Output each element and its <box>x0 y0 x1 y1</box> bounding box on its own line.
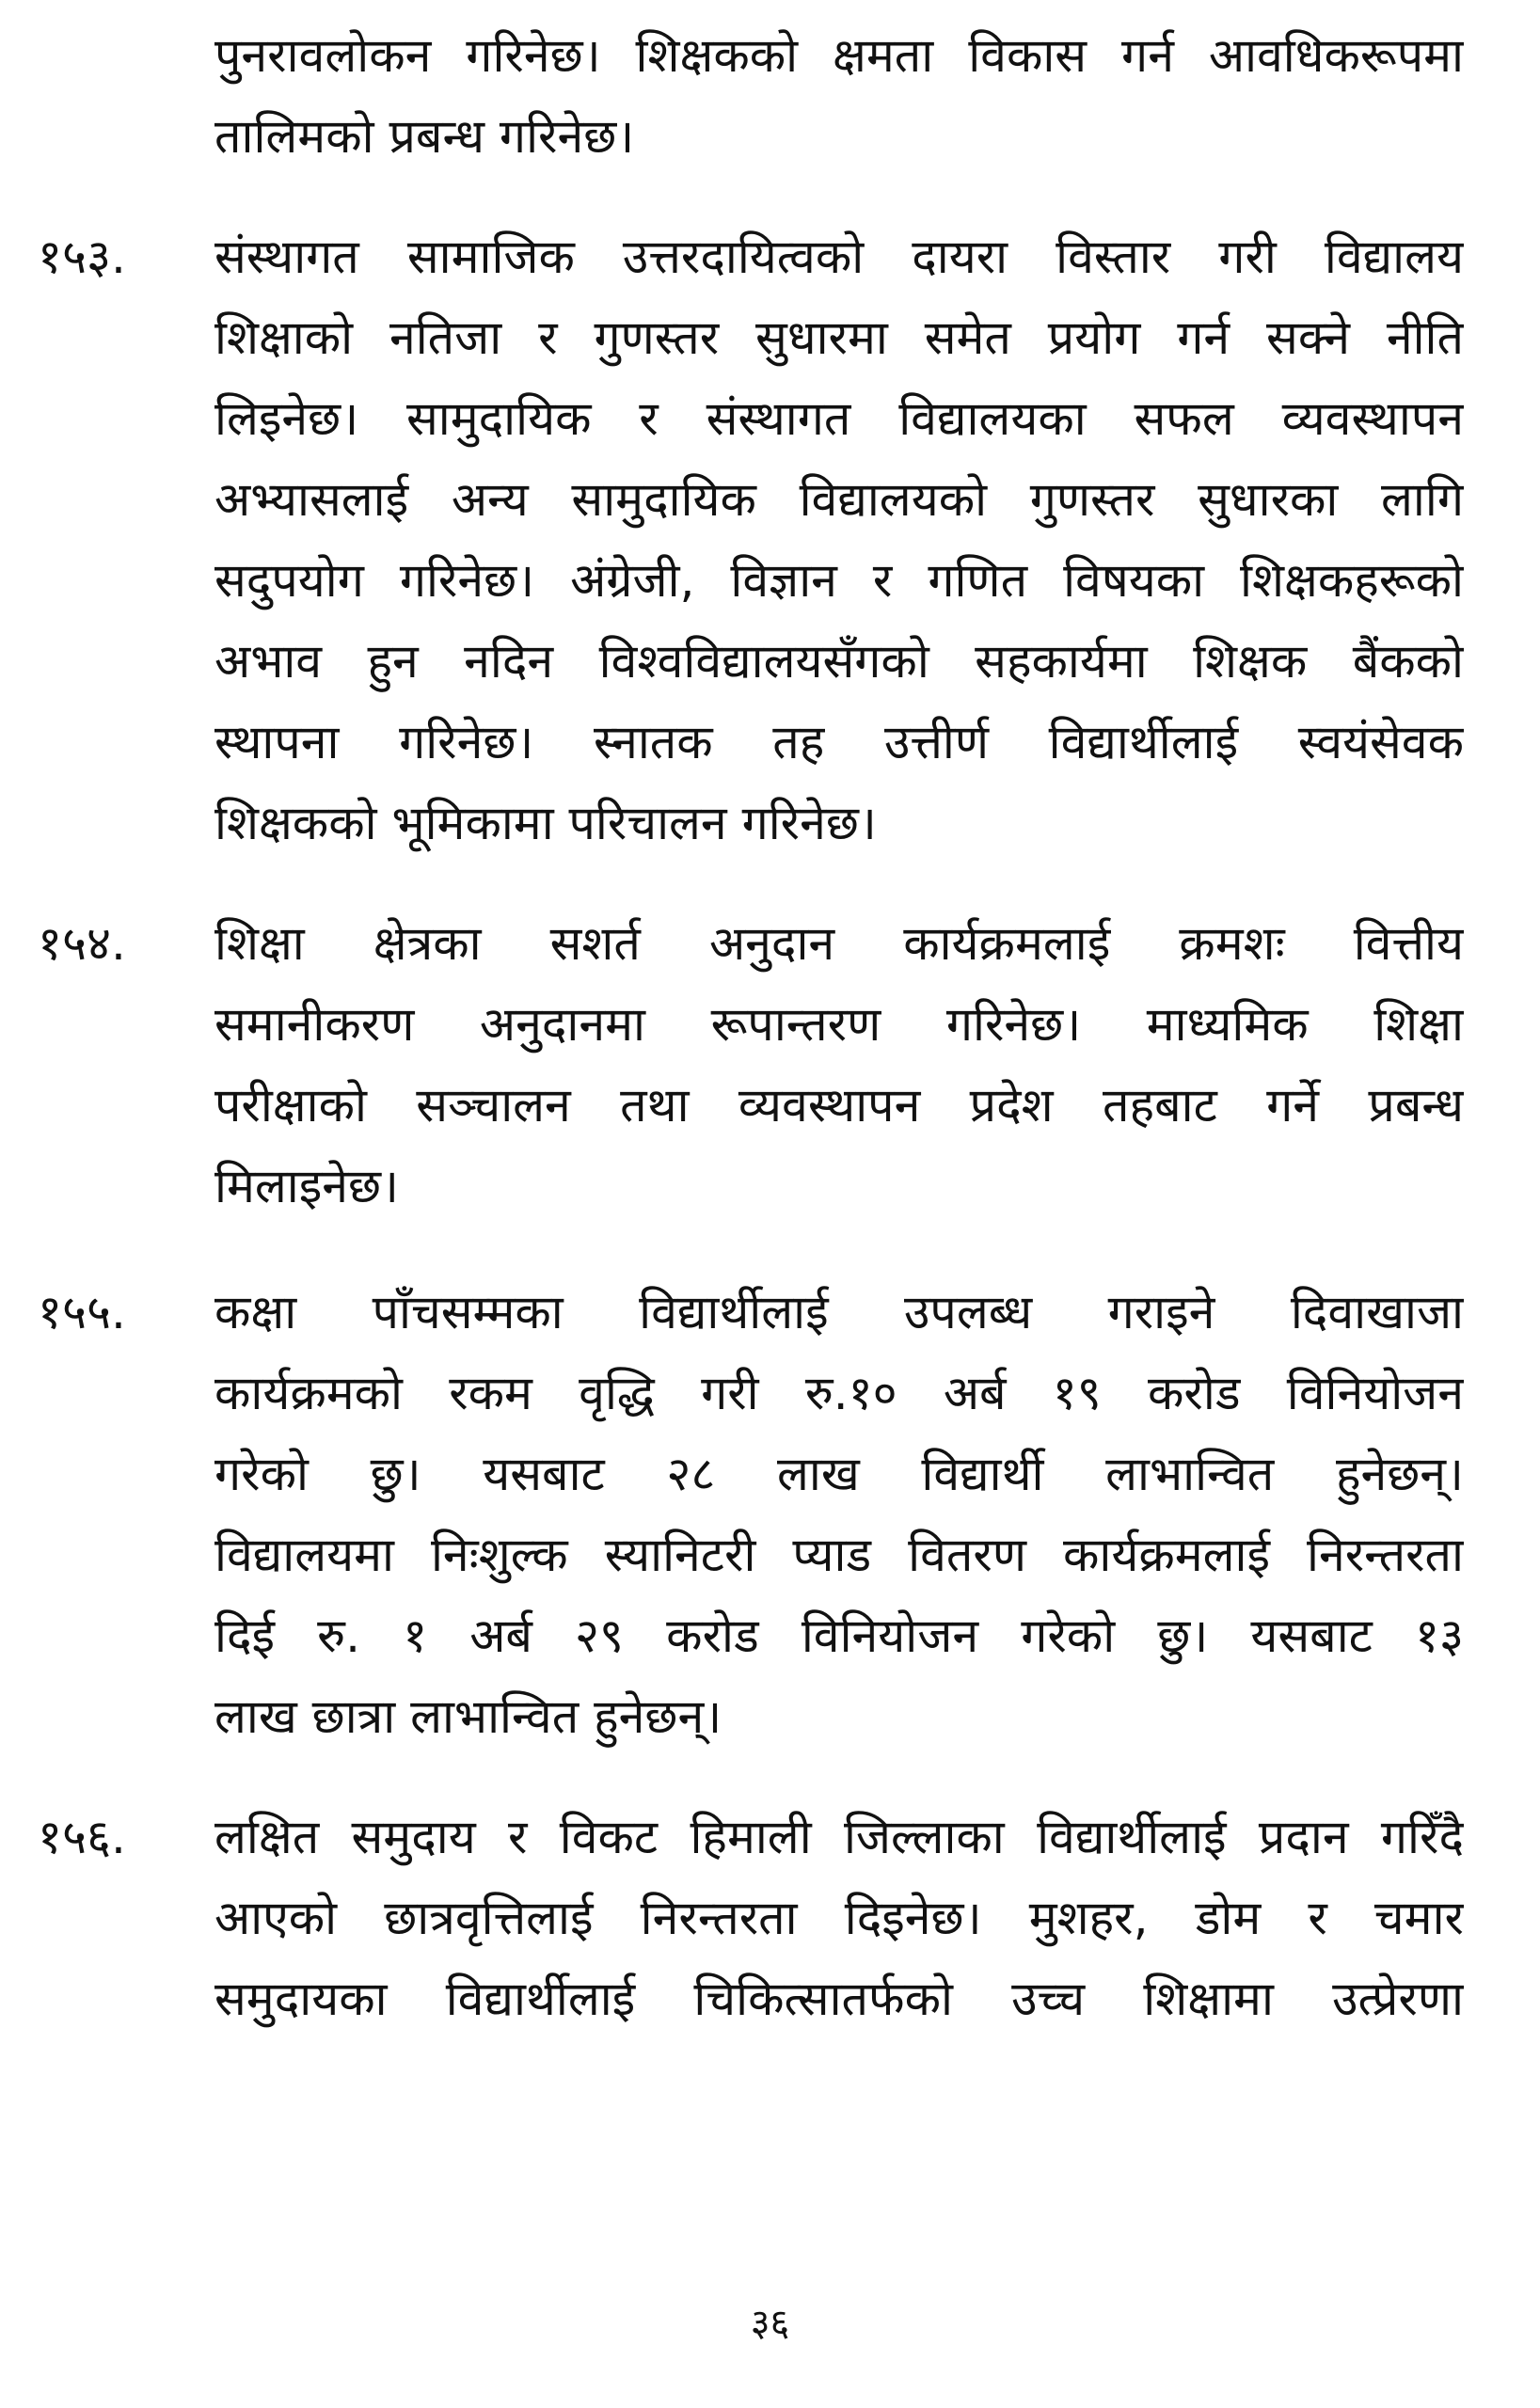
paragraph-154-line-1: शिक्षा क्षेत्रका सशर्त अनुदान कार्यक्रमलाई क्रमशः वित्तीय <box>214 916 1464 971</box>
paragraph-number-155: १५५. <box>38 1285 126 1339</box>
paragraph-156-line-2: आएको छात्रवृत्तिलाई निरन्तरता दिइनेछ। मुशहर, डोम र चमार <box>214 1891 1464 1945</box>
intro-line-2: तालिमको प्रबन्ध गरिनेछ। <box>214 109 635 164</box>
paragraph-153-line-1: संस्थागत सामाजिक उत्तरदायित्वको दायरा विस्तार गरी विद्यालय <box>214 230 1464 284</box>
paragraph-154-line-2: समानीकरण अनुदानमा रूपान्तरण गरिनेछ। माध्यमिक शिक्षा <box>214 997 1464 1052</box>
paragraph-155-line-5: दिई रु. १ अर्ब २९ करोड विनियोजन गरेको छु। यसबाट १३ <box>214 1608 1464 1663</box>
paragraph-154-line-3: परीक्षाको सञ्चालन तथा व्यवस्थापन प्रदेश तहबाट गर्ने प्रबन्ध <box>214 1078 1464 1133</box>
paragraph-155-line-1: कक्षा पाँचसम्मका विद्यार्थीलाई उपलब्ध गराइने दिवाखाजा <box>214 1285 1464 1339</box>
paragraph-number-153: १५३. <box>38 230 126 284</box>
paragraph-156-line-3: समुदायका विद्यार्थीलाई चिकित्सातर्फको उच्च शिक्षामा उत्प्रेरणा <box>214 1972 1464 2026</box>
paragraph-155-line-2: कार्यक्रमको रकम वृद्धि गरी रु.१० अर्ब १९ करोड विनियोजन <box>214 1366 1464 1420</box>
paragraph-153-line-7: स्थापना गरिनेछ। स्नातक तह उत्तीर्ण विद्यार्थीलाई स्वयंसेवक <box>214 715 1464 769</box>
paragraph-number-156: १५६. <box>38 1810 126 1864</box>
paragraph-153-line-4: अभ्यासलाई अन्य सामुदायिक विद्यालयको गुणस्तर सुधारका लागि <box>214 472 1464 527</box>
paragraph-153-line-5: सदुपयोग गरिनेछ। अंग्रेजी, विज्ञान र गणित विषयका शिक्षकहरूको <box>214 553 1464 608</box>
paragraph-153-line-2: शिक्षाको नतिजा र गुणस्तर सुधारमा समेत प्रयोग गर्न सक्ने नीति <box>214 310 1464 365</box>
paragraph-155-line-3: गरेको छु। यसबाट २८ लाख विद्यार्थी लाभान्वित हुनेछन्। <box>214 1447 1464 1501</box>
paragraph-155-line-6: लाख छात्रा लाभान्वित हुनेछन्। <box>214 1689 722 1744</box>
paragraph-153-line-6: अभाव हुन नदिन विश्वविद्यालयसँगको सहकार्यमा शिक्षक बैंकको <box>214 634 1464 689</box>
paragraph-153-line-8: शिक्षकको भूमिकामा परिचालन गरिनेछ। <box>214 796 877 850</box>
page-number: ३६ <box>750 2302 790 2345</box>
paragraph-number-154: १५४. <box>38 916 126 971</box>
paragraph-153-line-3: लिइनेछ। सामुदायिक र संस्थागत विद्यालयका सफल व्यवस्थापन <box>214 391 1464 446</box>
paragraph-155-line-4: विद्यालयमा निःशुल्क स्यानिटरी प्याड वितरण कार्यक्रमलाई निरन्तरता <box>214 1528 1464 1582</box>
intro-line-1: पुनरावलोकन गरिनेछ। शिक्षकको क्षमता विकास गर्न आवधिकरूपमा <box>214 28 1464 83</box>
paragraph-154-line-4: मिलाइनेछ। <box>214 1159 399 1213</box>
paragraph-156-line-1: लक्षित समुदाय र विकट हिमाली जिल्लाका विद्यार्थीलाई प्रदान गरिँदै <box>214 1810 1464 1864</box>
